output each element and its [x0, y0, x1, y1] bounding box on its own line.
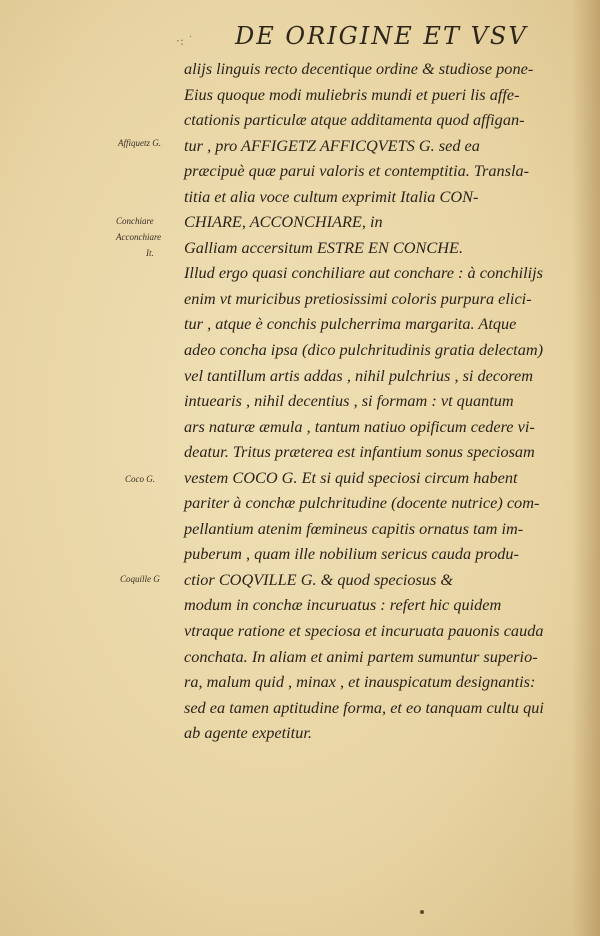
text-line: Eius quoque modi muliebris mundi et pueri lis affe- [184, 84, 520, 104]
margin-note: Coquille G [120, 574, 160, 584]
text-line: Illud ergo quasi conchiliare aut conchare : à conchilijs [184, 263, 544, 283]
text-line: tur , atque è conchis pulcherrima margarita. Atque [184, 314, 517, 334]
text-line: Galliam accersitum ESTRE EN CONCHE. [184, 237, 464, 257]
running-head-title: DE ORIGINE ET VSV [235, 22, 528, 50]
margin-notes [0, 0, 184, 936]
text-line: deatur. Tritus præterea est infantium sonus speciosam [184, 442, 535, 462]
text-line: vel tantillum artis addas , nihil pulchrius , si decorem [184, 365, 533, 385]
text-line: vestem COCO G. Et si quid speciosi circum habent [184, 467, 518, 487]
text-line: tur , pro AFFIGETZ AFFICQVETS G. sed ea [184, 135, 480, 155]
text-line: conchata. In aliam et animi partem sumuntur superio- [184, 646, 538, 666]
body-text [184, 56, 576, 746]
margin-note: Conchiare [116, 216, 154, 226]
text-line: intuearis , nihil decentius , si formam : vt quantum [184, 391, 514, 411]
margin-note: It. [146, 248, 154, 258]
text-line: sed ea tamen aptitudine forma, et eo tanquam cultu qui [184, 697, 544, 717]
text-line: vtraque ratione et speciosa et incuruata pauonis cauda [184, 621, 544, 641]
text-line: ars naturæ æmula , tantum natiuo opificum cedere vi- [184, 416, 535, 436]
text-line: puberum , quam ille nobilium sericus cauda produ- [184, 544, 519, 564]
margin-note: Affiquetz G. [118, 138, 161, 148]
text-line: enim vt muricibus pretiosissimi coloris purpura elici- [184, 288, 532, 308]
text-line: adeo concha ipsa (dico pulchritudinis gratia delectam) [184, 340, 544, 360]
page-gutter-shadow [572, 0, 600, 936]
text-line: pellantium atenim fœmineus capitis ornatus tam im- [184, 518, 524, 538]
text-line: CHIARE, ACCONCHIARE, in [184, 212, 383, 232]
text-line: præcipuè quæ parui valoris et contemptitia. Transla- [184, 161, 530, 181]
text-line: ab agente expetitur. [184, 723, 312, 743]
ink-dot [420, 910, 424, 914]
margin-note: Coco G. [125, 474, 155, 484]
text-line: alijs linguis recto decentique ordine & studiose pone- [184, 59, 534, 78]
text-line: ra, malum quid , minax , et inauspicatum designantis: [184, 672, 536, 692]
folio-mark: ·: ˙ [176, 34, 194, 48]
text-line: titia et alia voce cultum exprimit Italia CON- [184, 186, 479, 206]
text-line: pariter à conchæ pulchritudine (docente nutrice) com- [184, 493, 540, 513]
text-line: ctior COQVILLE G. & quod speciosus & [184, 569, 454, 589]
text-line: ctationis particulæ atque additamenta quod affigan- [184, 110, 525, 130]
margin-note: Acconchiare [116, 232, 162, 242]
text-line: modum in conchæ incuruatus : refert hic quidem [184, 595, 502, 615]
